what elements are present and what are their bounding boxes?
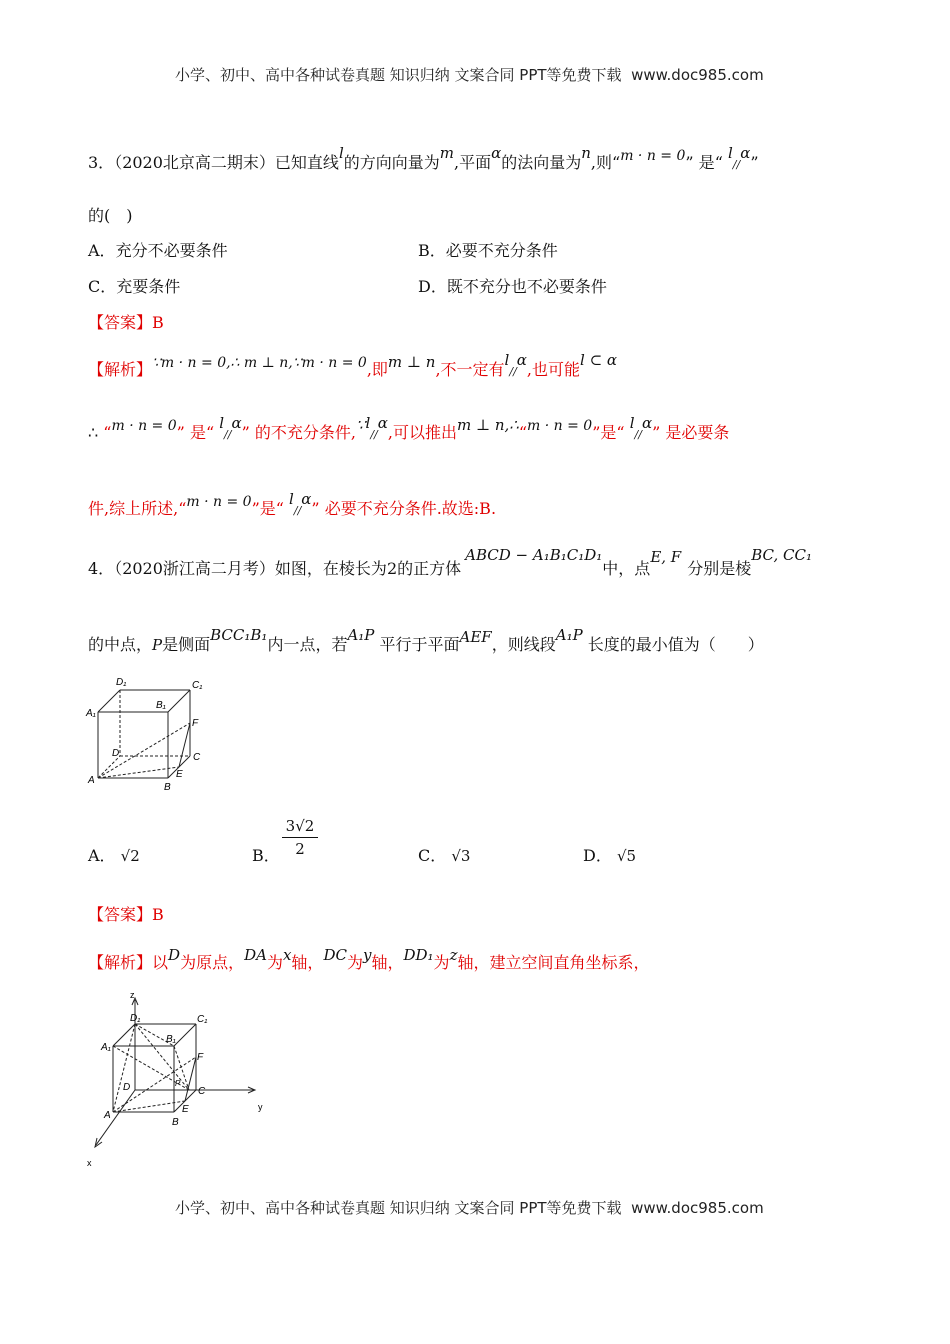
math-mn0: m · n = 0: [186, 494, 252, 510]
q3-text: 的方向向量为: [343, 153, 440, 172]
analysis-text: 的不充分条件,: [254, 423, 356, 442]
q4-number: 4．: [88, 559, 115, 578]
label-e: E: [182, 1104, 189, 1115]
quote-mark: “: [103, 423, 112, 442]
q4-text: 的正方体: [397, 559, 462, 578]
quote-mark: “: [275, 499, 284, 518]
math-parallel: //: [509, 365, 517, 378]
q4-text: 的中点，: [88, 635, 153, 654]
cube-figure: [86, 676, 216, 796]
page-header: [175, 64, 764, 85]
math-alpha: α: [641, 414, 653, 432]
quote-mark: ”: [750, 153, 759, 172]
quote-mark: “: [612, 153, 621, 172]
math-l: l: [219, 414, 225, 432]
analysis-text: 轴，: [371, 953, 404, 972]
option-text: 必要不充分条件: [445, 241, 558, 260]
analysis-text: 是: [259, 499, 276, 518]
line-ef: [179, 723, 190, 767]
option-text: 充分不必要条件: [115, 241, 228, 260]
q4-text: 2: [386, 559, 398, 578]
quote-mark: ”: [251, 499, 260, 518]
q4-option-d: [583, 843, 636, 866]
line-ef: [185, 1057, 196, 1101]
option-label: B．: [252, 846, 280, 865]
label-e: E: [176, 769, 183, 780]
q4-option-b-fraction: [282, 817, 318, 858]
math-expr: ,∵m · n = 0: [288, 355, 367, 371]
q4-text: 中，点: [602, 559, 651, 578]
q4-text: 如图，在棱长为: [274, 559, 387, 578]
quote-mark: ”: [311, 499, 320, 518]
quote-mark: “: [616, 423, 625, 442]
label-a1: A₁: [101, 1042, 111, 1053]
q4-option-c: [418, 843, 470, 866]
q3-number: 3．: [88, 153, 115, 172]
q3-text: 是: [698, 153, 715, 172]
label-c: C: [193, 752, 201, 763]
math-mn0: m · n = 0: [111, 418, 177, 434]
analysis-text: 轴，建立空间直角坐标系，: [457, 953, 650, 972]
math-n: n: [581, 144, 591, 162]
label-p: P: [175, 1079, 181, 1088]
q3-option-d: [418, 274, 607, 297]
option-value: √3: [451, 847, 471, 865]
label-z-axis: z: [130, 990, 135, 1000]
math-dd1: DD₁: [403, 946, 434, 964]
analysis-text: 为: [346, 953, 363, 972]
math-expr: m ⊥ n: [457, 416, 505, 434]
q4-text: 内一点，若: [267, 635, 348, 654]
analysis-text: 轴，: [291, 953, 324, 972]
label-y-axis: y: [258, 1102, 263, 1112]
math-cube: ABCD − A₁B₁C₁D₁: [465, 546, 603, 564]
math-a1p: A₁P: [347, 626, 375, 644]
label-b: B: [164, 782, 171, 793]
footer-url: www.doc985.com: [631, 1199, 764, 1217]
label-a1: A₁: [86, 708, 96, 719]
label-d: D: [112, 748, 120, 759]
q4-text: 分别是棱: [687, 559, 752, 578]
math-l: l: [629, 414, 635, 432]
math-parallel: //: [634, 428, 642, 441]
math-alpha: α: [491, 144, 502, 162]
q3-analysis-line2: [88, 414, 730, 443]
q3-analysis-line1: [88, 351, 618, 380]
analysis-text: 是必要条: [665, 423, 730, 442]
math-parallel: //: [293, 504, 302, 517]
math-a1p: A₁P: [555, 626, 583, 644]
math-expr: m ⊥ n: [387, 353, 436, 371]
option-text: 既不充分也不必要条件: [446, 277, 607, 296]
q3-source: （2020北京高二期末）: [114, 153, 275, 172]
math-p: P: [152, 636, 163, 654]
math-mn0: m · n = 0: [620, 148, 686, 164]
analysis-text: 必要不充分条件.故选:B.: [324, 499, 497, 518]
q3-text: 的法向量为: [501, 153, 582, 172]
analysis-text: 是: [600, 423, 617, 442]
label-b1: B₁: [166, 1034, 176, 1045]
coordinate-cube-figure: [86, 990, 276, 1170]
analysis-text: ,即: [366, 360, 388, 379]
q4-stem-line1: [88, 546, 812, 579]
q3-answer: 【答案】B: [88, 313, 164, 332]
analysis-label: 【解析】: [88, 360, 153, 379]
fraction-numerator: 3√2: [285, 817, 315, 835]
analysis-text: 为: [266, 953, 283, 972]
q4-text: 长度的最小值为（ ）: [587, 635, 764, 654]
math-l: l: [289, 490, 294, 508]
fraction-denominator: 2: [282, 837, 318, 858]
header-url: www.doc985.com: [631, 66, 764, 84]
x-axis: [96, 1090, 135, 1145]
label-c1: C₁: [192, 680, 203, 691]
analysis-text: ,不一定有: [435, 360, 505, 379]
analysis-text: 件,综上所述,: [88, 499, 179, 518]
x-axis-arrow: [95, 1138, 102, 1147]
q3-text: ,则: [590, 153, 613, 172]
q4-option-b: [252, 843, 280, 866]
math-expr: ∵: [355, 416, 366, 434]
quote-mark: “: [714, 153, 723, 172]
math-expr: ,∴: [504, 416, 519, 434]
label-d: D: [123, 1082, 131, 1093]
q3-text: 已知直线: [274, 153, 339, 172]
analysis-label: 【解析】: [88, 953, 153, 972]
edge-b1c1: [168, 690, 190, 712]
quote-mark: ”: [241, 423, 250, 442]
label-f: F: [192, 718, 199, 729]
math-alpha: α: [231, 414, 242, 432]
line-d1-a: [113, 1024, 135, 1112]
math-aef: AEF: [459, 628, 492, 646]
q4-analysis-line1: [88, 946, 650, 973]
option-label: C．: [418, 846, 447, 865]
math-da: DA: [244, 946, 267, 964]
q4-text: 是侧面: [162, 635, 211, 654]
label-a: A: [104, 1110, 111, 1121]
option-value: √5: [616, 847, 637, 865]
math-l: l: [365, 414, 371, 432]
footer-text: 小学、初中、高中各种试卷真题 知识归纳 文案合同 PPT等免费下载: [175, 1199, 622, 1217]
label-f: F: [197, 1052, 204, 1063]
analysis-text: ,也可能: [526, 360, 581, 379]
math-alpha: α: [516, 351, 527, 369]
label-x-axis: x: [87, 1158, 92, 1168]
math-alpha: α: [301, 490, 312, 508]
label-d1: D₁: [116, 677, 127, 688]
math-expr: ∵m · n = 0: [152, 355, 227, 371]
math-l: l: [504, 351, 510, 369]
label-b1: B₁: [156, 700, 166, 711]
math-alpha: α: [377, 414, 388, 432]
math-alpha: α: [740, 144, 751, 162]
label-a: A: [88, 775, 95, 786]
analysis-text: 为原点，: [180, 953, 245, 972]
edge-a1d1: [98, 690, 120, 712]
q3-option-c: [88, 274, 180, 297]
quote-mark: ”: [592, 423, 601, 442]
option-label: A．: [88, 241, 116, 260]
math-dc: DC: [323, 946, 347, 964]
math-m: m: [439, 144, 454, 162]
math-z: z: [449, 946, 458, 964]
quote-mark: ”: [685, 153, 694, 172]
quote-mark: “: [205, 423, 215, 442]
q4-answer: 【答案】B: [88, 905, 164, 924]
q3-option-b: [418, 238, 558, 261]
math-expr: l ⊂ α: [580, 351, 618, 369]
math-l: l: [727, 144, 733, 162]
math-expr: ,∴ m ⊥ n: [226, 355, 289, 371]
q4-source: （2020浙江高二月考）: [114, 559, 275, 578]
line-ae: [98, 767, 179, 778]
label-c: C: [198, 1086, 206, 1097]
therefore-symbol: ∴: [88, 423, 99, 442]
q3-stem-line2: 的( ): [88, 206, 133, 225]
option-label: C．: [88, 277, 117, 296]
quote-mark: ”: [652, 423, 661, 442]
q3-stem-line1: [88, 144, 759, 173]
q4-option-a: [88, 843, 140, 866]
edge-b1c1: [174, 1024, 196, 1046]
analysis-text: 是: [189, 423, 206, 442]
math-edges: BC, CC₁: [751, 546, 812, 564]
math-y: y: [362, 946, 372, 964]
analysis-text: ,可以推出: [387, 423, 457, 442]
analysis-text: 为: [433, 953, 450, 972]
q4-text: 平行于平面: [379, 635, 460, 654]
math-d: D: [168, 946, 181, 964]
option-value: √2: [120, 847, 140, 865]
math-ef: E, F: [650, 548, 682, 566]
q3-option-a: [88, 238, 228, 261]
math-face: BCC₁B₁: [210, 626, 268, 644]
option-label: D．: [418, 277, 447, 296]
q4-text: ，则线段: [491, 635, 556, 654]
math-parallel: //: [370, 428, 378, 441]
quote-mark: “: [178, 499, 187, 518]
math-parallel: //: [732, 158, 741, 171]
math-mn0: m · n = 0: [527, 418, 593, 434]
page-footer: [175, 1197, 764, 1218]
option-text: 充要条件: [116, 277, 181, 296]
math-parallel: //: [224, 428, 232, 441]
q4-stem-line2: [88, 626, 764, 655]
edge-a1d1: [113, 1024, 135, 1046]
label-d1: D₁: [130, 1013, 141, 1024]
q3-text: ,平面: [454, 153, 492, 172]
option-label: B．: [418, 241, 446, 260]
header-text: 小学、初中、高中各种试卷真题 知识归纳 文案合同 PPT等免费下载: [175, 66, 622, 84]
quote-mark: ”: [176, 423, 185, 442]
option-label: A．: [88, 846, 116, 865]
math-x: x: [282, 946, 292, 964]
label-b: B: [172, 1117, 179, 1128]
quote-mark: “: [518, 423, 528, 442]
label-c1: C₁: [197, 1014, 208, 1025]
math-l: l: [338, 144, 344, 162]
analysis-text: 以: [152, 953, 169, 972]
line-d1-p: [135, 1024, 189, 1090]
option-label: D．: [583, 846, 612, 865]
q3-analysis-line3: [88, 490, 497, 519]
